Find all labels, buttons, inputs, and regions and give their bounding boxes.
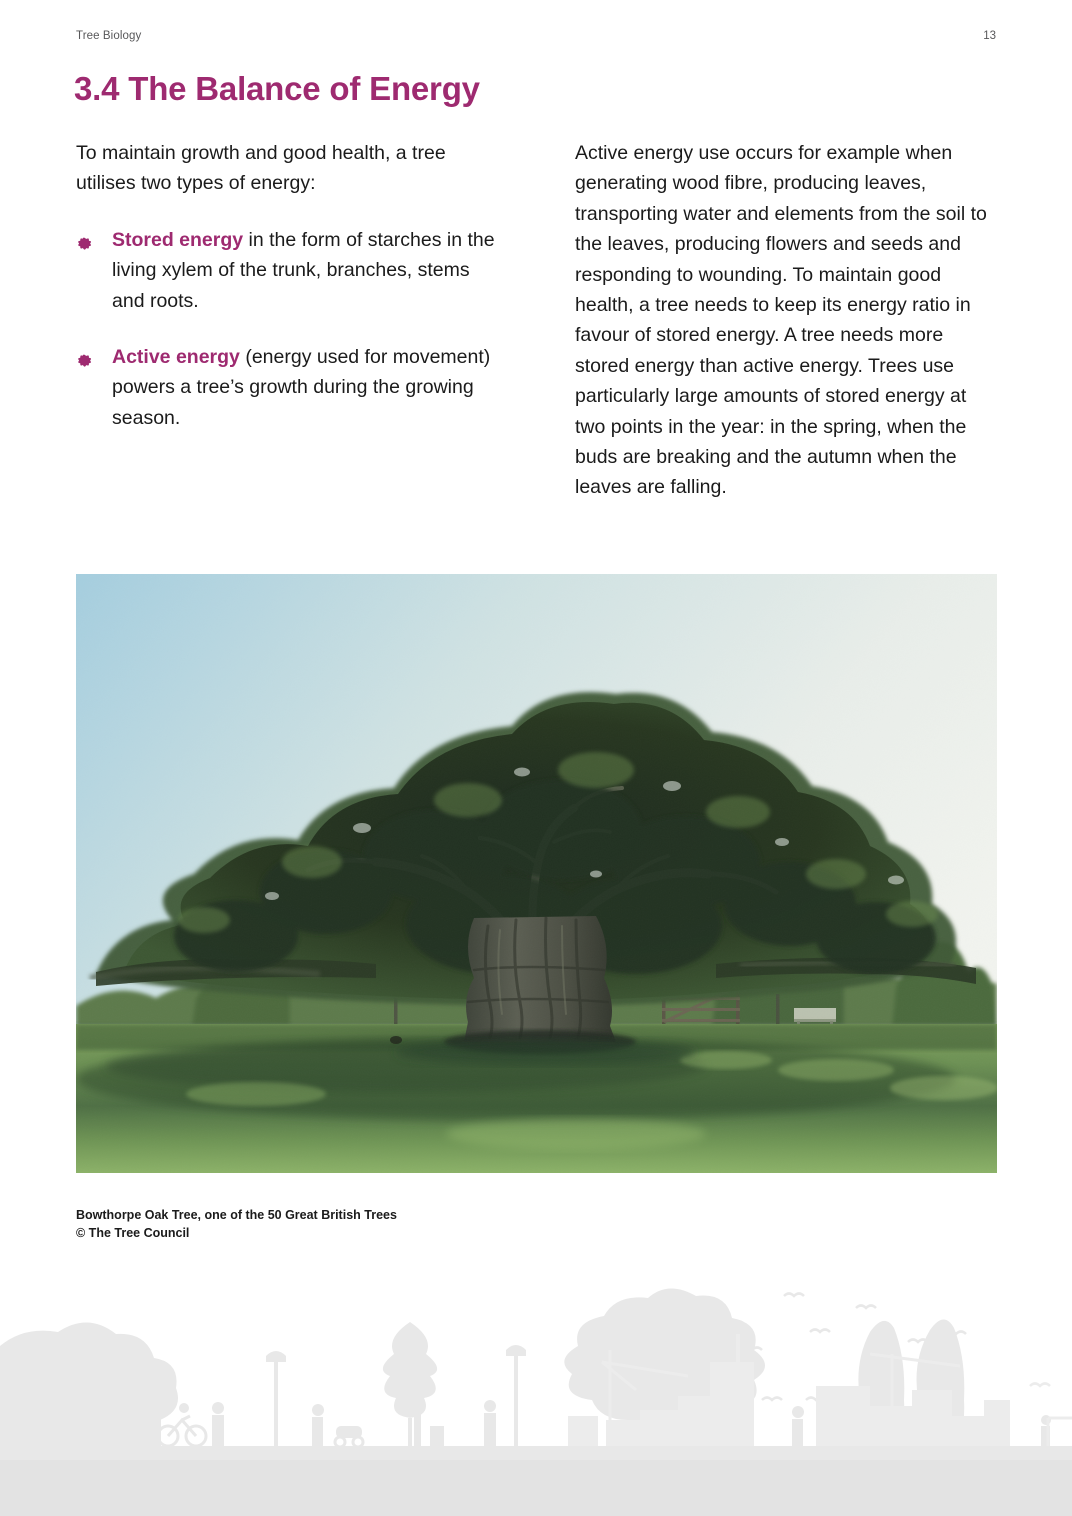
caption-line-2: © The Tree Council bbox=[76, 1226, 190, 1240]
list-item-text: (energy used for movement) powers a tree’s growth during the growing season. bbox=[112, 346, 491, 429]
page-number: 13 bbox=[983, 30, 996, 42]
figure-caption bbox=[76, 1206, 397, 1242]
running-head: Tree Biology bbox=[76, 30, 142, 42]
tree-and-townscape-silhouette-icon bbox=[0, 1250, 1072, 1460]
body-columns bbox=[76, 138, 998, 503]
list-item bbox=[76, 225, 499, 316]
list-item bbox=[76, 342, 499, 433]
intro-paragraph: To maintain growth and good health, a tree utilises two types of energy: bbox=[76, 142, 446, 195]
leaf-bullet-icon bbox=[76, 349, 92, 365]
figure-image bbox=[76, 574, 997, 1173]
page-title: 3.4 The Balance of Energy bbox=[74, 70, 480, 107]
list-item-text: in the form of starches in the living xylem of the trunk, branches, stems and roots. bbox=[112, 228, 495, 312]
oak-tree-photograph bbox=[76, 574, 997, 1173]
list-item-term: Active energy bbox=[112, 346, 240, 369]
footer-bar bbox=[0, 1460, 1072, 1516]
body-paragraph: Active energy use occurs for example when generating wood fibre, producing leaves, transporting water and elements from the soil to the leaves, producing flowers and seeds and responding to wounding. To maintain good health, a tree needs to keep its energy ratio in favour of stored energy. A tree needs more stored energy than active energy. Trees use particularly large amounts of stored energy at two points in the year: in the spring, when the buds are breaking and the autumn when the leaves are falling. bbox=[575, 142, 987, 499]
right-column bbox=[575, 138, 998, 503]
footer-silhouette-band bbox=[0, 1250, 1072, 1460]
left-column bbox=[76, 138, 499, 503]
leaf-bullet-icon bbox=[76, 232, 92, 248]
list-item-term: Stored energy bbox=[112, 228, 244, 251]
energy-type-list bbox=[76, 225, 499, 433]
caption-line-1: Bowthorpe Oak Tree, one of the 50 Great British Trees bbox=[76, 1208, 397, 1222]
